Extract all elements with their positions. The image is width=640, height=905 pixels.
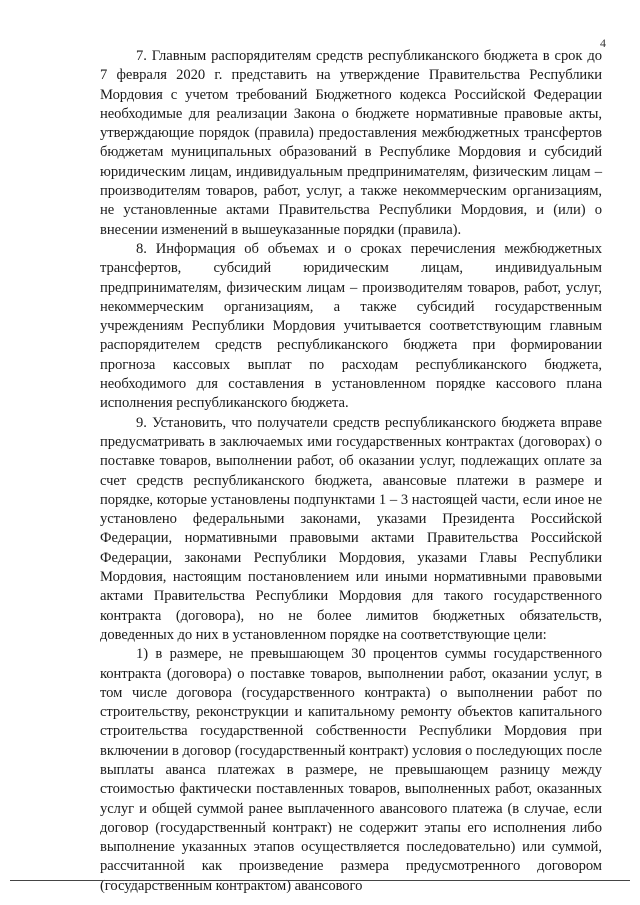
paragraph-7: 7. Главным распорядителям средств республиканского бюджета в срок до 7 февраля 2020 г. представить на утверждение Правительства Республики Мордовия с учетом требований Бюджетного кодекса Российской Федерации необходимые для реализации Закона о бюджете нормативные правовые акты, утверждающие порядок (правила) предоставления межбюджетных трансфертов бюджетам муниципальных образований в Республике Мордовия и субсидий юридическим лицам, индивидуальным предпринимателям, физическим лицам – производителям товаров, работ, услуг, а также некоммерческим организациям, не установленные актами Правительства Республики Мордовия, и (или) о внесении изменений в вышеуказанные порядки (правила).: [100, 48, 602, 238]
paragraph-8: 8. Информация об объемах и о сроках перечисления межбюджетных трансфертов, субсидий юридическим лицам, индивидуальным предпринимателям, физическим лицам – производителям товаров, работ, услуг, некоммерческим организациям, а также субсидий государственным учреждениям Республики Мордовия учитывается соответствующим главным распорядителем средств республиканского бюджета при формировании прогноза кассовых выплат по расходам республиканского бюджета, необходимого для составления в установленном порядке кассового плана исполнения республиканского бюджета.: [100, 240, 602, 412]
page-bottom-rule: [10, 880, 630, 881]
paragraph-9-subitem-1: 1) в размере, не превышающем 30 процентов суммы государственного контракта (договора) о поставке товаров, выполнении работ, оказании услуг, в том числе договора (государственного контракта) о выполнении работ по строительству, реконструкции и капитальному ремонту объектов капитального строительства государственной собственности Республики Мордовия при включении в договор (государственный контракт) условия о последующих после выплаты аванса платежах в размере, не превышающем разницу между стоимостью фактически поставленных товаров, выполненных работ, оказанных услуг и общей суммой ранее выплаченного авансового платежа (в случае, если договор (государственный контракт) не содержит этапы его исполнения либо выполнение указанных этапов осуществляется последовательно) или суммой, рассчитанной как произведение размера предусмотренного договором (государственным контрактом) авансового: [100, 646, 602, 894]
paragraph-9: 9. Установить, что получатели средств республиканского бюджета вправе предусматривать в заключаемых ими государственных контрактах (договорах) о поставке товаров, выполнении работ, об оказании услуг, подлежащих оплате за счет средств республиканского бюджета, авансовые платежи в размере и порядке, которые установлены подпунктами 1 – 3 настоящей части, если иное не установлено федеральными законами, указами Президента Российской Федерации, нормативными правовыми актами Правительства Российской Федерации, законами Республики Мордовия, указами Главы Республики Мордовия, настоящим постановлением или иными нормативными правовыми актами Правительства Республики Мордовия для такого государственного контракта (договора), но не более лимитов бюджетных обязательств, доведенных до них в установленном порядке на соответствующие цели:: [100, 414, 602, 643]
document-body: [100, 47, 602, 896]
page-number: 4: [600, 36, 606, 50]
